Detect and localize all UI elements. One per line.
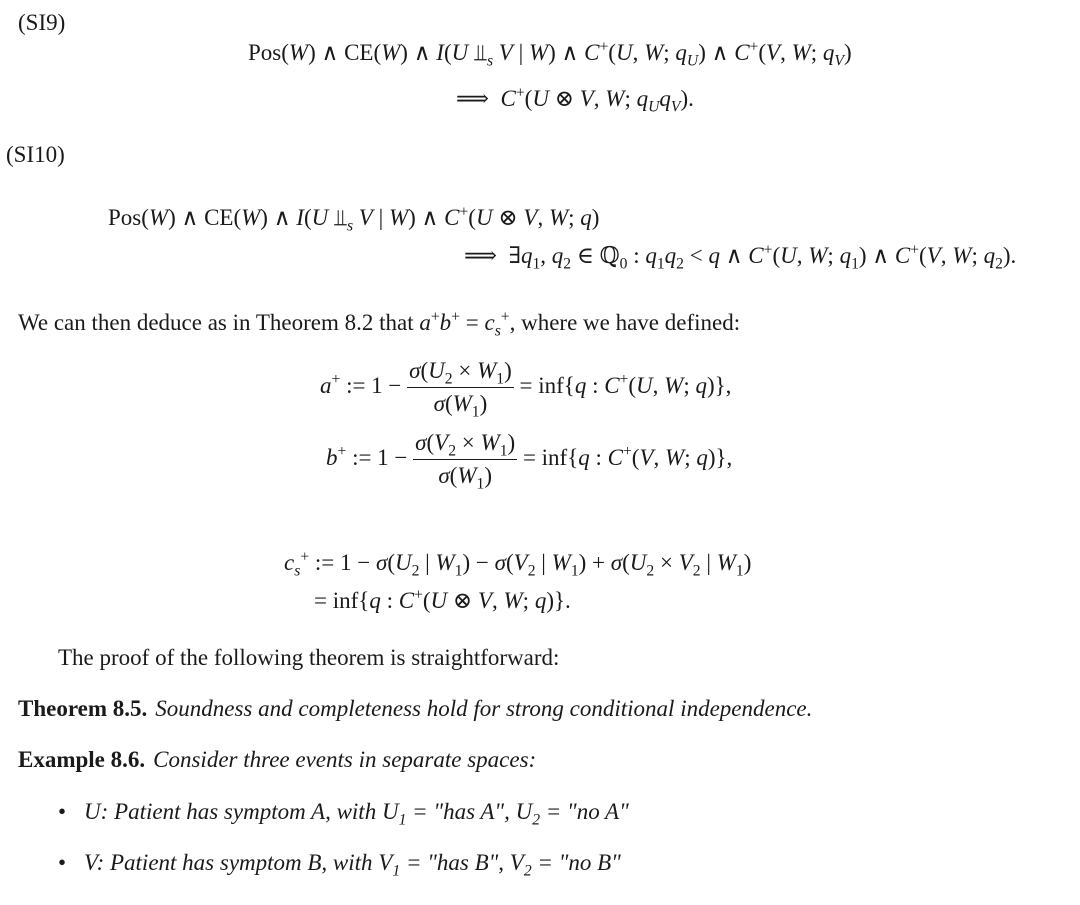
label-si9: (SI9) <box>18 10 66 35</box>
example-body: Consider three events in separate spaces: <box>153 747 537 772</box>
equation-a-plus: a+ := 1 − $\frac{\sigma(U_2 \times W_1)}{\sigma(W_1)}$ = inf{q : C+(U, W; q)}, <box>320 358 732 421</box>
equation-si10-line2: ⟹ $\exists q_1$, $q_2$ ∈ ℚ$_0$ : $q_1q_2 < q$ ∧ C+(U, W; $q_1$) ∧ C+(V, W; $q_2$). <box>464 241 1017 273</box>
intro-paragraph: We can then deduce as in Theorem 8.2 that $a^+b^+ = c_s^+$, where we have defined: <box>18 308 741 340</box>
fraction-b: $\frac{\sigma(V_2 \times W_1)}{\sigma(W_1)}$ <box>415 430 516 493</box>
intro-text: We can then deduce as in Theorem 8.2 that <box>18 310 414 335</box>
intro-tail: , where we have defined: <box>509 310 741 335</box>
example-head: Example 8.6. <box>18 747 146 772</box>
theorem-8-5 <box>18 696 812 722</box>
example-8-6 <box>18 747 536 773</box>
bullet-icon: • <box>58 850 67 875</box>
list-item: • U: Patient has symptom A, with $U_1$ = "has A", $U_2$ = "no A" <box>58 799 629 829</box>
label-si10: (SI10) <box>6 142 65 167</box>
equation-b-plus: b+ := 1 − $\frac{\sigma(V_2 \times W_1)}{\sigma(W_1)}$ = inf{q : C+(V, W; q)}, <box>326 430 733 493</box>
equation-si9-line2: ⟹ C+(U ⊗ V, W; $q_Uq_V$). <box>456 84 694 116</box>
equation-cs-plus-line2: = inf{q : C+(U ⊗ V, W; q)}. <box>314 586 571 613</box>
list-item: • V: Patient has symptom B, with $V_1$ = "has B", $V_2$ = "no B" <box>58 850 621 880</box>
fraction-a: $\frac{\sigma(U_2 \times W_1)}{\sigma(W_1)}$ <box>409 358 512 421</box>
proof-sentence: The proof of the following theorem is straightforward: <box>58 645 560 670</box>
equation-si10-line1: Pos(W) ∧ CE(W) ∧ I(U $⫫_s$ V | W) ∧ C+(U ⊗ V, W; q) <box>108 203 600 235</box>
theorem-body: Soundness and completeness hold for strong conditional independence. <box>155 696 813 721</box>
theorem-head: Theorem 8.5. <box>18 696 148 721</box>
equation-si9-line1: Pos(W) ∧ CE(W) ∧ I(U $⫫_s$ V | W) ∧ C+(U, W; $q_U$) ∧ C+(V, W; $q_V$) <box>248 38 852 70</box>
bullet-icon: • <box>58 799 67 824</box>
equation-cs-plus-line1: $c_s^+$ := $1 - \sigma(U_2$ | $W_1) - \sigma(V_2$ | $W_1) + \sigma(U_2 \times V_2$ | $W_1$) <box>284 548 752 580</box>
